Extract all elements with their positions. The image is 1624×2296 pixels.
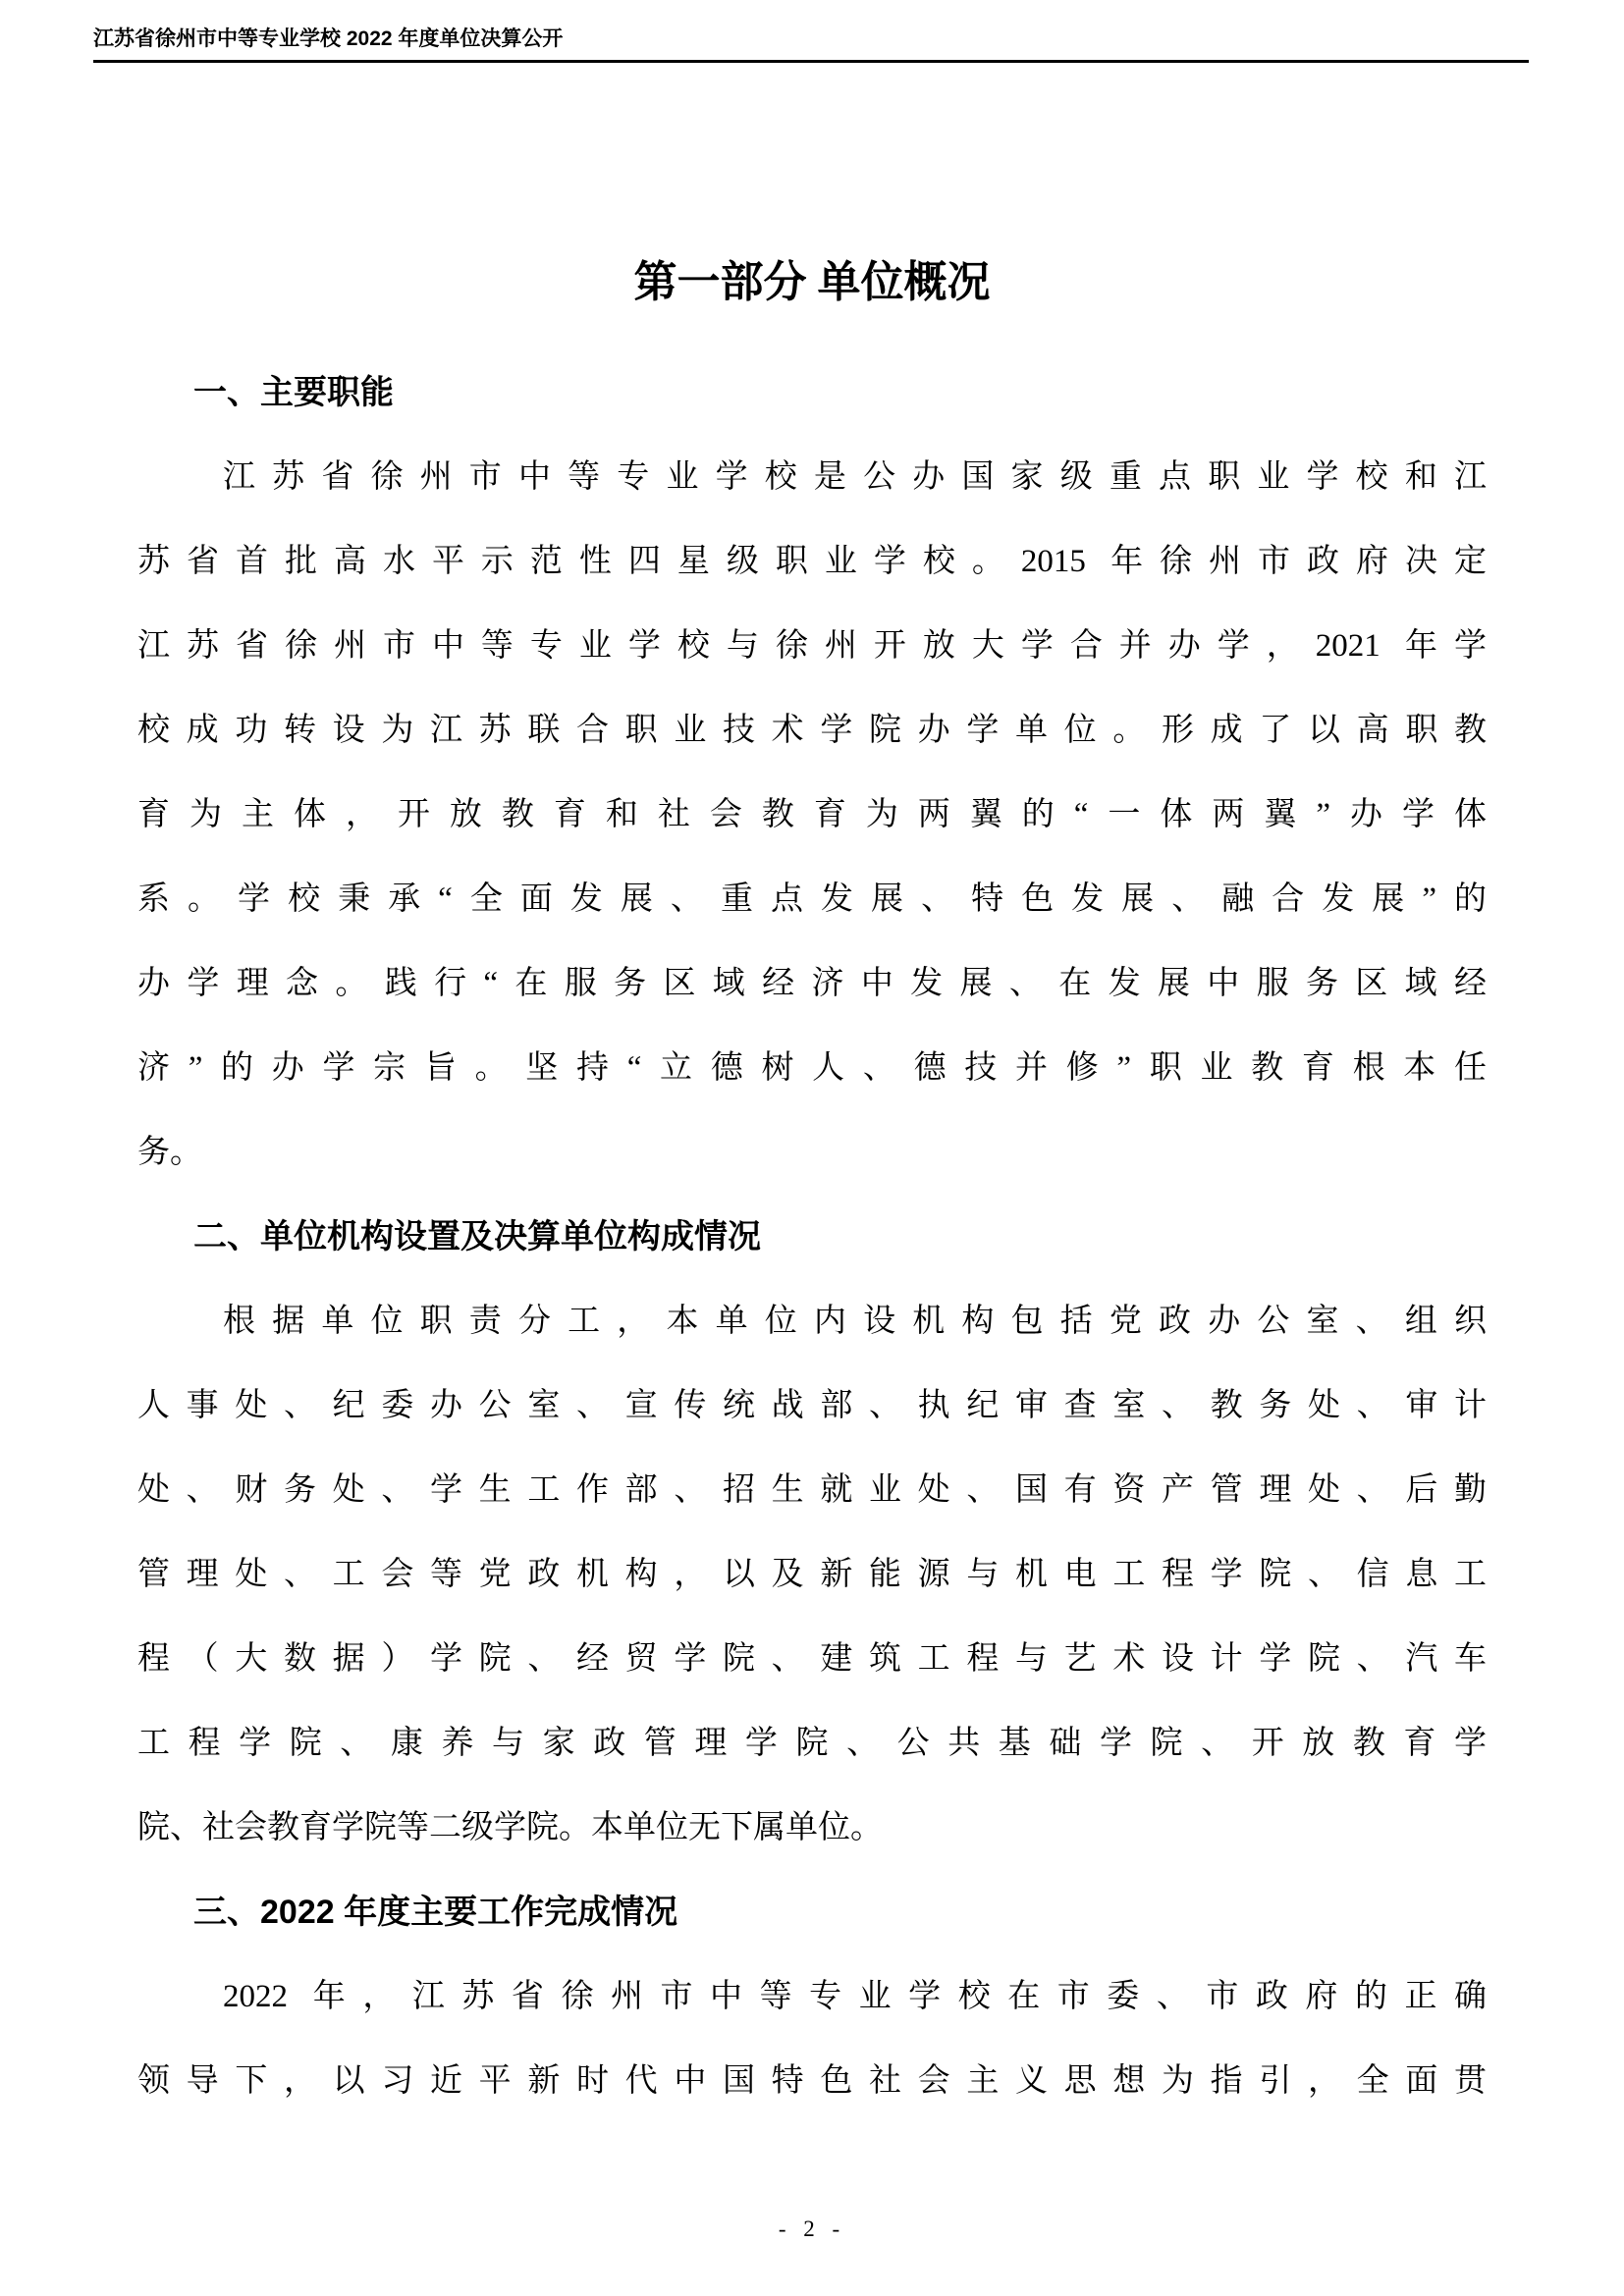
section-heading-3: 三、2022 年度主要工作完成情况 bbox=[193, 1894, 678, 1931]
paragraph-line: 务。 bbox=[137, 1135, 202, 1170]
paragraph-line: 系。学校秉承“全面发展、重点发展、特色发展、融合发展”的 bbox=[137, 881, 1487, 917]
paragraph-line: 育为主体，开放教育和社会教育为两翼的“一体两翼”办学体 bbox=[137, 797, 1487, 832]
page-number: - 2 - bbox=[778, 2216, 846, 2241]
paragraph-line: 根据单位职责分工，本单位内设机构包括党政办公室、组织 bbox=[223, 1304, 1487, 1339]
paragraph-line: 院、社会教育学院等二级学院。本单位无下属单位。 bbox=[137, 1810, 883, 1845]
paragraph-line: 处、财务处、学生工作部、招生就业处、国有资产管理处、后勤 bbox=[137, 1472, 1487, 1508]
paragraph-line: 工程学院、康养与家政管理学院、公共基础学院、开放教育学 bbox=[137, 1726, 1487, 1761]
paragraph-line: 江苏省徐州市中等专业学校是公办国家级重点职业学校和江 bbox=[223, 459, 1487, 495]
section-heading-1: 一、主要职能 bbox=[193, 374, 394, 411]
paragraph-line: 办学理念。践行“在服务区域经济中发展、在发展中服务区域经 bbox=[137, 966, 1487, 1001]
section-heading-2: 二、单位机构设置及决算单位构成情况 bbox=[193, 1218, 761, 1255]
paragraph-line: 管理处、工会等党政机构，以及新能源与机电工程学院、信息工 bbox=[137, 1557, 1487, 1592]
paragraph-line: 程（大数据）学院、经贸学院、建筑工程与艺术设计学院、汽车 bbox=[137, 1641, 1487, 1677]
page-footer bbox=[0, 2216, 1624, 2242]
paragraph-line: 人事处、纪委办公室、宣传统战部、执纪审查室、教务处、审计 bbox=[137, 1388, 1487, 1423]
paragraph-line: 2022 年，江苏省徐州市中等专业学校在市委、市政府的正确 bbox=[223, 1979, 1487, 2014]
paragraph-line: 济”的办学宗旨。坚持“立德树人、德技并修”职业教育根本任 bbox=[137, 1050, 1487, 1086]
document-title: 第一部分 单位概况 bbox=[633, 258, 991, 306]
paragraph-line: 江苏省徐州市中等专业学校与徐州开放大学合并办学，2021 年学 bbox=[137, 628, 1487, 664]
document-body bbox=[137, 0, 1487, 2123]
paragraph-line: 校成功转设为江苏联合职业技术学院办学单位。形成了以高职教 bbox=[137, 713, 1487, 748]
sections-container bbox=[137, 350, 1487, 2123]
paragraph-line: 苏省首批高水平示范性四星级职业学校。2015 年徐州市政府决定 bbox=[137, 544, 1487, 579]
header-title: 江苏省徐州市中等专业学校 2022 年度单位决算公开 bbox=[93, 27, 564, 50]
paragraph-line: 领导下，以习近平新时代中国特色社会主义思想为指引，全面贯 bbox=[137, 2063, 1487, 2099]
